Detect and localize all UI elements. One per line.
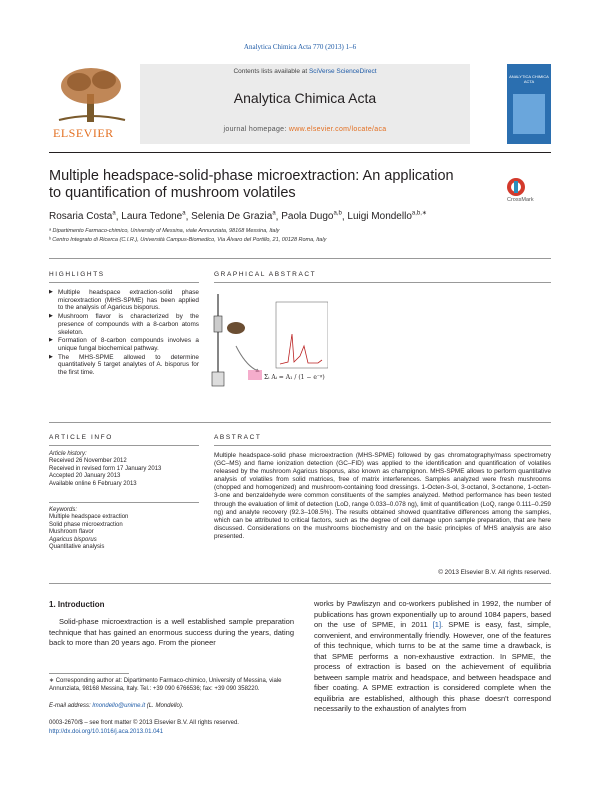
article-history (49, 451, 199, 488)
journal-title: Analytica Chimica Acta (233, 90, 377, 106)
author-affiliation-mark: a (182, 211, 186, 217)
keywords-rule (49, 502, 199, 503)
author-name: Luigi Mondello (347, 211, 412, 223)
history-item: Received 26 November 2012 (49, 458, 127, 465)
author-list: Rosaria Costa$^a$, Laura Tedone$^a$, Selenia De Grazia$^a$, Paola Dugo$^{a,b}$, Luigi Mondello$^{a,b,∗}$ (49, 211, 427, 223)
ga-formula: Σᵢ Aᵢ = A₁ / (1 − e⁻ᵍ) (264, 374, 325, 381)
intro-paragraph-left: Solid-phase microextraction is a well established sample preparation technique that has gained an enormous success during the years, dating back to more than 20 years ago. From the pioneer (49, 617, 294, 647)
author[interactable] (281, 211, 342, 222)
affiliation-a: ᵃ Dipartimento Farmaco-chimico, University of Messina, viale Annunziata, 98168 Messina, Italy (49, 228, 280, 234)
section-heading-introduction: 1. Introduction (49, 600, 105, 609)
article-title: Multiple headspace-solid-phase microextraction: An application to quantification of mushroom volatiles (49, 168, 454, 201)
contents-line (140, 68, 470, 75)
history-item: Available online 6 February 2013 (49, 480, 137, 487)
masthead (49, 64, 551, 144)
article-info-label: ARTICLE INFO (49, 434, 113, 441)
cover-image (513, 94, 545, 134)
issn-line: 0003-2670/$ – see front matter © 2013 Elsevier B.V. All rights reserved. (49, 720, 239, 726)
author[interactable] (49, 211, 116, 222)
journal-homepage (140, 126, 470, 133)
homepage-prefix: journal homepage: (223, 126, 289, 133)
history-label: Article history: (49, 451, 87, 457)
highlights-label: HIGHLIGHTS (49, 271, 105, 278)
graphical-abstract-figure (208, 294, 328, 404)
journal-citation[interactable]: Analytica Chimica Acta 770 (2013) 1–6 (243, 43, 357, 51)
publisher-name: ELSEVIER (53, 126, 114, 140)
author-name: Paola Dugo (281, 211, 334, 223)
section-rule (49, 583, 551, 584)
keywords (49, 507, 199, 551)
keyword[interactable]: Mushroom flavor (49, 529, 94, 536)
section-rule (49, 258, 551, 259)
abstract-rule (214, 445, 551, 446)
affiliation-b: ᵇ Centro Integrato di Ricerca (C.I.R.), Università Campus-Biomedico, Via Álvaro del Portillo, 21, 00128 Roma, Italy (49, 237, 327, 243)
keyword[interactable]: Multiple headspace extraction (49, 514, 129, 521)
masthead-banner (140, 64, 470, 144)
intro-paragraph-right (314, 599, 551, 715)
highlight-item: ▶ The MHS-SPME allowed to determine quantitatively 5 target analytes of A. bisporus for the first time. (49, 354, 199, 377)
keywords-label: Keywords: (49, 507, 78, 513)
graphical-abstract-illustration (208, 294, 328, 404)
author[interactable] (191, 211, 276, 222)
author-affiliation-mark: a (112, 211, 116, 217)
abstract-text: Multiple headspace-solid phase microextraction (MHS-SPME) followed by gas chromatography/mass spectrometry (GC–MS) and flame ionization detection (GC–FID) was applied to the identification and quantification of volatiles released by the mushroom Agaricus bisporus, also known as champignon. MHS-SPME allows to perform quantitative analysis of volatiles from solid matrices, free of matrix interferences. Samples analyzed were fresh mushrooms (chopped and homogenized) and mushroom-containing food dressings. 1-Octen-3-ol, 3-octanol, 3-octanone, 1-octen-3-one and benzaldehyde were common constituents of the samples analyzed. Method performance has been tested through the evaluation of limit of detection (LoD, range 0.033–0.078 ng), limit of quantification (LoQ, range 0.111–0.259 ng) and analyte recovery (92.3–108.5%). The results obtained showed quantitative differences among the samples, which can be attributed to critical factors, such as the degree of cell damage upon sample preparation, that are here discussed. Considerations on the mushrooms biochemistry and on the basic principles of MHS analysis are also presented. (214, 452, 551, 540)
author-name: Laura Tedone (121, 211, 183, 223)
homepage-link[interactable]: www.elsevier.com/locate/aca (288, 126, 387, 133)
header-rule (49, 152, 551, 153)
footnote-rule (49, 673, 129, 674)
highlight-item: ▶ Mushroom flavor is characterized by the presence of compounds with a 8-carbon atoms skeleton. (49, 313, 199, 336)
author-name: Rosaria Costa (49, 211, 113, 223)
keyword[interactable]: Agaricus bisporus (49, 536, 97, 543)
author-name: Selenia De Grazia (191, 211, 273, 223)
keyword[interactable]: Solid phase microextraction (49, 521, 123, 528)
cover-title: ANALYTICA CHIMICA ACTA (509, 74, 549, 84)
graphical-abstract-label: GRAPHICAL ABSTRACT (214, 271, 317, 278)
section-rule (49, 422, 551, 423)
crossmark-badge[interactable] (505, 176, 551, 206)
article-info-rule (49, 445, 199, 446)
elsevier-tree-icon (49, 64, 135, 124)
contents-prefix: Contents lists available at (233, 68, 309, 75)
journal-cover (507, 64, 551, 144)
email-label: E-mail address: (49, 703, 93, 709)
abstract-label: ABSTRACT (214, 434, 262, 441)
graphical-abstract-rule (214, 282, 551, 283)
highlights-rule (49, 282, 199, 283)
history-item: Received in revised form 17 January 2013 (49, 465, 162, 472)
email-line (49, 703, 294, 711)
citation-link[interactable]: [1] (432, 620, 442, 629)
abstract-copyright: © 2013 Elsevier B.V. All rights reserved. (438, 569, 551, 576)
crossmark-label: CrossMark (507, 197, 534, 203)
email-link[interactable]: lmondello@unime.it (92, 703, 146, 709)
sciencedirect-link[interactable]: SciVerse ScienceDirect (308, 68, 377, 75)
intro-text: . SPME is easy, fast, simple, convenient, and environmentally friendly. However, one of the features of this technique, which turns to be at the same time a drawback, is that SPME performs a non-exhaustive extraction. In SPME, the process of extraction is based on the achievement of equilibria between sample matrix and headspace, and between headspace and fiber coating. A SPME extraction is considered complete when the equilibria are established, although this phase doesn't correspond necessarily to the exhaustion of analytes from (314, 620, 551, 713)
elsevier-logo[interactable] (49, 64, 135, 144)
highlight-item: ▶ Formation of 8-carbon compounds involves a unique fungal biochemical pathway. (49, 337, 199, 352)
doi-link[interactable]: http://dx.doi.org/10.1016/j.aca.2013.01.041 (49, 729, 164, 735)
corresponding-author-note: ∗ Corresponding author at: Dipartimento Farmaco-chimico, University of Messina, viale Annunziata, 98168 Messina, Italy. Tel.: +39 090 6766536; fax: +39 090 358220. (49, 678, 282, 692)
email-suffix: (L. Mondello). (145, 703, 184, 709)
author-affiliation-mark: a (272, 211, 276, 217)
author-affiliation-mark: a,b (333, 211, 342, 217)
history-item: Accepted 20 January 2013 (49, 473, 121, 480)
keyword[interactable]: Quantitative analysis (49, 544, 105, 551)
highlights-list (49, 289, 199, 378)
highlight-item: ▶ Multiple headspace extraction-solid phase microextraction (MHS-SPME) has been applied to the analysis of Agaricus bisporus. (49, 289, 199, 312)
author-affiliation-mark: a,b,∗ (411, 211, 427, 217)
author[interactable] (121, 211, 185, 222)
author[interactable] (347, 211, 427, 222)
intro-text: works by Pawliszyn and co-workers published in 1992, the number of publications has grown exponentially up to around 1084 papers, based on the use of SPME, in 2011 (314, 599, 551, 629)
